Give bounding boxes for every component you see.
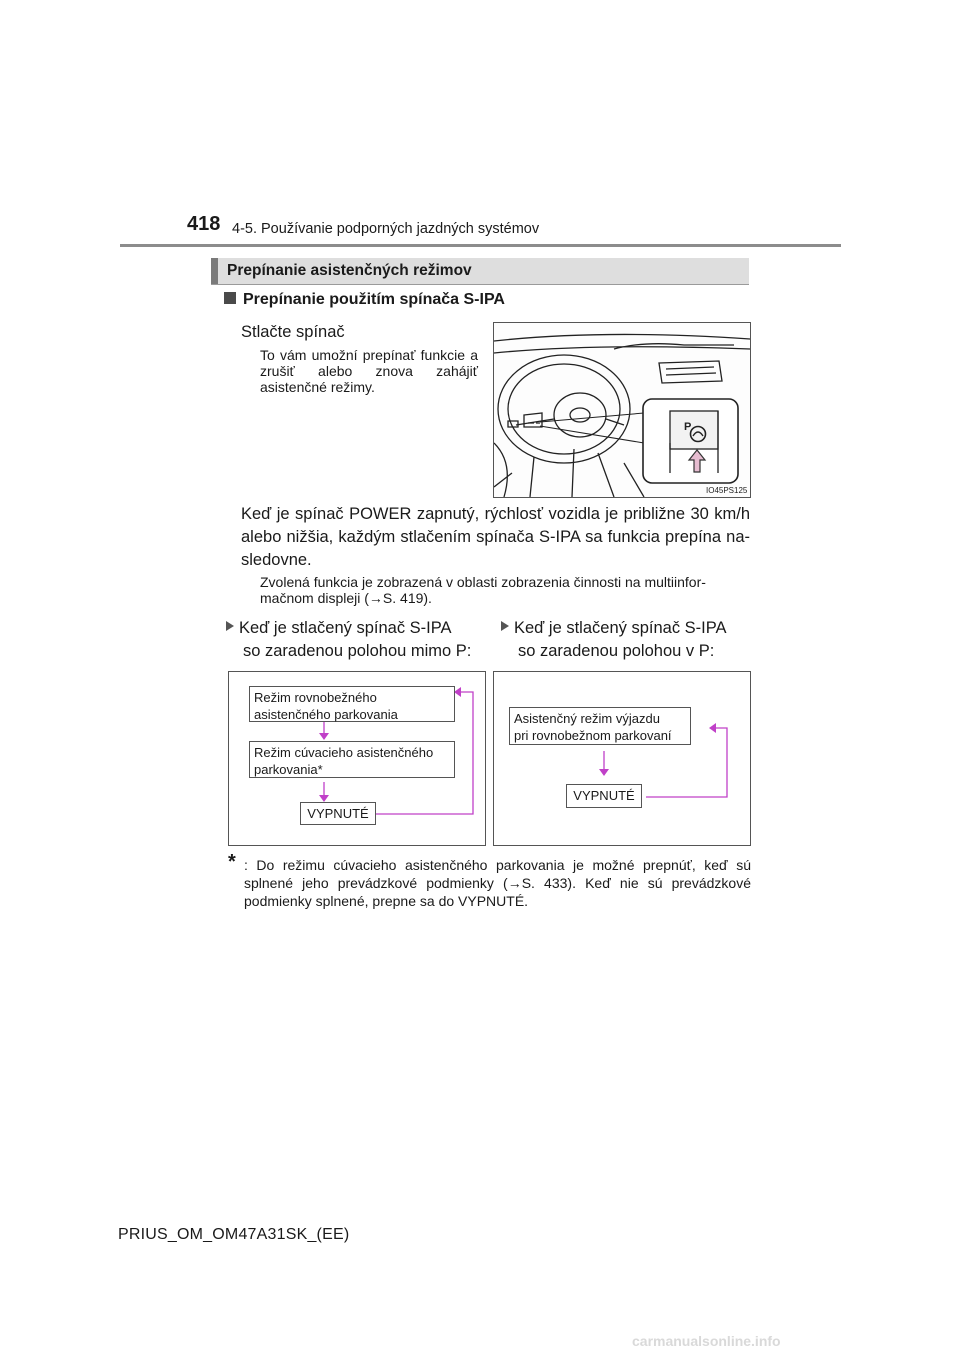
mode-box-off: VYPNUTÉ <box>566 784 642 808</box>
heading-line: so zaradenou polohou mimo P: <box>243 642 472 660</box>
footnote-asterisk: * <box>228 851 236 873</box>
illustration-code: IO45PS125 <box>706 486 748 495</box>
step-instruction: Stlačte spínač <box>241 323 345 341</box>
subheading-text: Prepínanie použitím spínača S-IPA <box>243 291 505 308</box>
flow-diagram-in-p <box>493 671 751 846</box>
right-column-heading <box>501 617 727 663</box>
page-number: 418 <box>187 213 221 235</box>
box-line: Režim cúvacieho asistenčného <box>254 745 434 760</box>
body-paragraph: Keď je spínač POWER zapnutý, rýchlosť vozidla je približne 30 km/h alebo nižšia, každým stlačením spínača S-IPA sa funkcia prepína na-sledovne. <box>241 505 750 569</box>
subheading <box>224 291 505 309</box>
heading-line: so zaradenou polohou v P: <box>518 642 715 660</box>
box-line: parkovania* <box>254 762 323 777</box>
mode-box-off: VYPNUTÉ <box>300 802 376 825</box>
flow-diagram-outside-p <box>228 671 486 846</box>
footnote-text: : Do režimu cúvacieho asistenčného parkovania je možné prepnúť, keď sú splnené jeho prevádzkové podmienky (→S. 433). Keď nie sú prevádzkové podmienky splnené, prepne sa do VYPNUTÉ. <box>244 857 751 909</box>
chapter-title: 4-5. Používanie podporných jazdných systémov <box>232 221 540 237</box>
step-note: To vám umožní prepínať funkcie a zrušiť alebo znova zahájiť asistenčné režimy. <box>260 347 478 395</box>
section-title: Prepínanie asistenčných režimov <box>227 262 472 279</box>
watermark: carmanualsonline.info <box>632 1333 781 1349</box>
body-note-line: mačnom displeji (→S. 419). <box>260 590 432 606</box>
left-column-heading <box>226 617 471 663</box>
triangle-bullet-icon <box>226 621 234 631</box>
section-accent <box>211 258 218 284</box>
steering-wheel-switch-drawing <box>494 323 750 497</box>
mode-box-reverse <box>249 741 455 778</box>
body-note <box>260 574 750 606</box>
body-note-line: Zvolená funkcia je zobrazená v oblasti zobrazenia činnosti na multiinfor- <box>260 574 706 590</box>
box-line: asistenčného parkovania <box>254 707 398 722</box>
box-line: Režim rovnobežného <box>254 690 377 705</box>
dashboard-illustration <box>493 322 751 498</box>
flow-arrows <box>494 672 750 845</box>
p-letter: P <box>684 421 692 433</box>
triangle-bullet-icon <box>501 621 509 631</box>
mode-box-parallel <box>249 686 455 722</box>
heading-line: Keď je stlačený spínač S-IPA <box>514 619 727 637</box>
heading-line: Keď je stlačený spínač S-IPA <box>239 619 452 637</box>
mode-box-exit-assist <box>509 707 691 745</box>
section-title-bar <box>211 258 749 285</box>
square-bullet-icon <box>224 292 236 304</box>
box-line: pri rovnobežnom parkovaní <box>514 728 672 743</box>
header-divider <box>120 244 841 247</box>
document-id: PRIUS_OM_OM47A31SK_(EE) <box>118 1226 350 1243</box>
box-line: Asistenčný režim výjazdu <box>514 711 660 726</box>
